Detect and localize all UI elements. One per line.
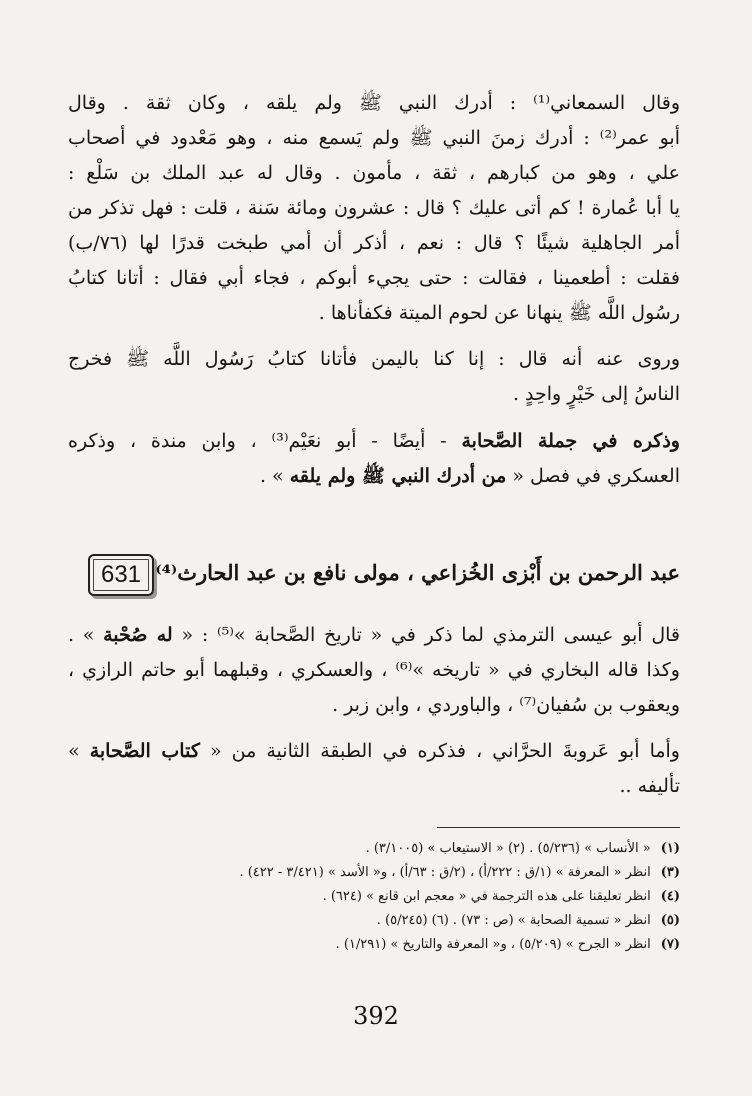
entry-text: » . [68,624,104,646]
footnote-marker: (٣) [660,865,680,880]
mention-line [260,459,680,493]
mention-line [68,424,680,458]
footnote [336,934,680,956]
body-line: الناسُ إلى خَيْرٍ واحِدٍ . [512,383,680,405]
body-line: رسُول اللَّه ﷺ ينهانا عن لحوم الميتة فكفأناها . [318,302,680,324]
body-line: وقال السمعاني⁽¹⁾ : أدرك النبي ﷺ ولم يلقه ، وكان ثقة . وقال [68,92,680,114]
footnote [239,862,680,884]
footnote-marker: (١) [660,841,680,856]
body-line: فقلت : أطعمينا ، فقالت : حتى يجيء أبوكم ، فجاء أبي فقال : أتانا كتابُ [68,267,680,289]
footnote-marker: (٤) [660,889,680,904]
entry-line: تأليفه .. [619,775,680,797]
footnote-marker: (٧) [660,937,680,952]
footnote-text: انظر « المعرفة » (١/ق : ٢٢٢/أ) ، (٢/ق : ٦٣/أ) ، و« الأسد » (٣/٤٢١ - ٤٢٢) . [239,865,651,880]
mention-bold: من أدرك النبي ﷺ ولم يلقه [289,465,507,487]
footnote-text: انظر « الجرح » (٥/٢٠٩) ، و« المعرفة والتاريخ » (١/٢٩١) . [335,937,651,952]
body-line: أبو عمر⁽²⁾ : أدرك زمنَ النبي ﷺ ولم يَسمع منه ، وهو مَعْدود في أصحاب [68,127,680,149]
entry-text: وأما أبو عَروبةَ الحرَّاني ، فذكره في الطبقة الثانية من « [199,740,680,762]
entry-line: ويعقوب بن سُفيان⁽⁷⁾ ، والباوردي ، وابن زبر . [332,694,680,716]
page-number: 392 [353,1002,399,1030]
entry-line [68,734,680,768]
entry-bold: له صُحْبة [103,624,173,646]
entry-bold: كتاب الصَّحابة [89,740,200,762]
entry-line [68,618,680,652]
mention-bold: وذكره في جملة الصَّحابة [461,430,680,452]
mention-text: العسكري في فصل « [506,465,680,487]
entry-line: وكذا قاله البخاري في « تاريخه »⁽⁶⁾ ، والعسكري ، وقبلهما أبو حاتم الرازي ، [68,659,680,681]
entry-text: قال أبو عيسى الترمذي لما ذكر في « تاريخ الصَّحابة »⁽⁵⁾ : « [172,624,680,646]
body-line: علي ، وهو من كبارهم ، ثقة ، مأمون . وقال له عبد الملك بن سَلْع : [68,162,680,184]
footnote [366,838,680,860]
mention-text: » . [259,465,290,487]
body-line: وروى عنه أنه قال : إنا كنا باليمن فأتانا كتابُ رَسُول اللَّه ﷺ فخرج [68,348,680,370]
body-line: أمر الجاهلية شيئًا ؟ قال : نعم ، أذكر أن أمي طبخت قدرًا لها (٧٦/ب) [68,232,680,254]
footnote-text: انظر تعليقنا على هذه الترجمة في « معجم ابن قانع » (٦٢٤) . [322,889,651,904]
footnote [323,886,680,908]
mention-text: - أيضًا - أبو نعَيْم⁽³⁾ ، وابن مندة ، وذكره [68,430,462,452]
entry-number-badge: 631 [88,554,154,596]
footnote-text: انظر « تسمية الصحابة » (ص : ٧٣) . (٦) (٥/٢٤٥) . [376,913,651,928]
footnote [377,910,680,932]
entry-text: » [68,740,90,762]
entry-title: عبد الرحمن بن أَبْزى الخُزاعي ، مولى نافع بن عبد الحارث⁽⁴⁾ [155,560,680,585]
footnote-divider [437,827,680,828]
entry-heading [68,548,680,600]
body-line: يا أبا عُمارة ! كم أتى عليك ؟ قال : عشرون ومائة سَنة ، قلت : فهل تذكر من [68,197,680,219]
footnote-marker: (٥) [660,913,680,928]
footnote-text: « الأنساب » (٥/٢٣٦) . (٢) « الاستيعاب » (٣/١٠٠٥) . [365,841,651,856]
